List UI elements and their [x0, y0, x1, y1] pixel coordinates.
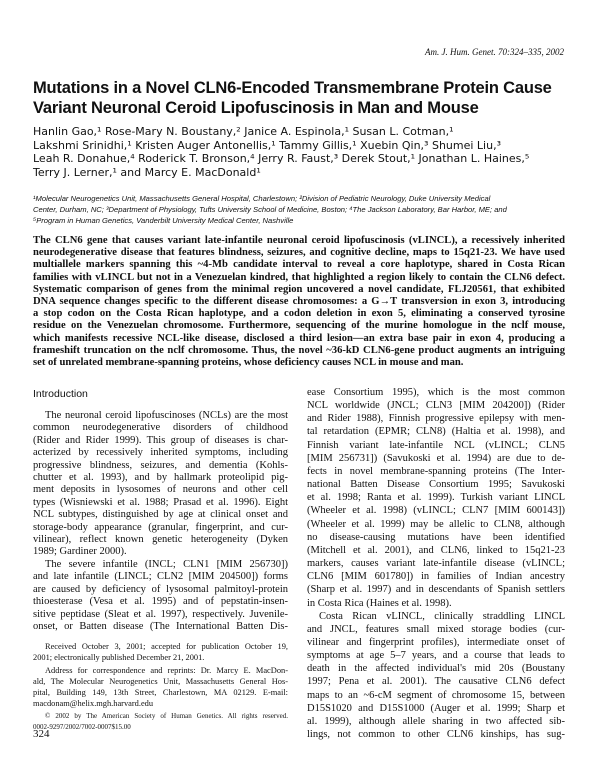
text-line: al. 1999), although allele sharing in two affected sib-	[307, 715, 565, 727]
text-line: (Mitchell et al. 2001), and CLN6, linked to 15q21-23	[307, 544, 565, 556]
issn-line: 0002-9297/2002/7002-0007$15.00	[33, 723, 131, 731]
left-column	[33, 410, 288, 633]
text-line: maps to an ~6-cM segment of chromosome 15, between	[307, 689, 565, 701]
text-line: symptoms at age 5–7 years, and a course that leads to	[307, 650, 565, 662]
text-line: acterized by recessively inherited symptoms, including	[33, 447, 288, 459]
footnote-line: pital, Building 149, 13th Street, Charlestown, MA 02129. E-mail:	[33, 688, 288, 697]
text-line: The severe infantile (INCL; CLN1 [MIM 256730])	[45, 558, 288, 570]
affiliation-line: Center, Durham, NC; ³Department of Physiology, Tufts University School of Medicine, Boston; ⁴The Jackson Laboratory, Bar Harbor, ME; and	[33, 204, 507, 214]
text-line: (Wheeler et al. 1999) may be allelic to CLN8, although	[307, 518, 565, 530]
right-column	[307, 386, 565, 741]
text-line: CLN6 [MIM 601780]) in families of Indian ancestry	[307, 571, 565, 583]
footnote-line: 2001; electronically published December 21, 2001.	[33, 653, 205, 662]
text-line: fects in novel membrane-spanning proteins (The Inter-	[307, 465, 565, 477]
text-line: and JNCL, features small mixed storage bodies (cur-	[307, 623, 565, 635]
text-line: The CLN6 gene that causes variant late-infantile neuronal ceroid lipofuscinosis (vLINCL), a recessively inherited	[33, 235, 565, 246]
author-line: Lakshmi Srinidhi,¹ Kristen Auger Antonellis,¹ Tammy Gillis,¹ Xuebin Qin,³ Shumei Liu,³	[33, 138, 501, 152]
text-line: no disease-causing mutations have been identified	[307, 531, 565, 543]
text-line: which manifests recessive NCL-like disease, disclosed a third lesion—an extra base pair in exon 4, producing a	[33, 332, 565, 344]
author-line: Terry J. Lerner,¹ and Marcy E. MacDonald¹	[33, 165, 261, 179]
footnote-line: Received October 3, 2001; accepted for publication October 19,	[45, 642, 288, 651]
text-line: set of unrelated membrane-spanning proteins, whose deficiency causes NCL in mouse and man.	[33, 357, 464, 369]
author-list	[33, 125, 529, 179]
text-line: (Wheeler et al. 1998) (vLINCL; CLN7 [MIM 600143])	[307, 505, 565, 517]
text-line: markers, causes variant late-infantile disease (vLINCL;	[307, 558, 565, 570]
journal-reference: Am. J. Hum. Genet. 70:324–335, 2002	[425, 47, 564, 57]
text-line: residue on the Venezuelan chromosome. Furthermore, sequencing of the murine homologue in the nclf mouse,	[33, 320, 565, 332]
text-line: types (Wisniewski et al. 1988; Prasad et al. 1996). Eight	[33, 496, 288, 508]
text-line: ease Consortium 1995), which is the most common	[307, 387, 565, 398]
text-line: et al. 1998; Ranta et al. 1999). Turkish variant LINCL	[307, 492, 565, 504]
text-line: lings, not common to other CLN6 kinships, has sug-	[307, 729, 565, 741]
text-line: national Batten Disease Consortium 1995; Savukoski	[307, 479, 565, 491]
text-line: are caused by deficiency of lysosomal palmitoyl-protein	[33, 583, 288, 595]
text-line: onset, or Batten disease (The International Batten Dis-	[33, 620, 288, 632]
text-line: 1989; Gardiner 2000).	[33, 546, 127, 558]
text-line: chutter et al. 1993), and by hallmark proteolipid pig-	[33, 472, 288, 484]
text-line: Finnish variant late-infantile NCL (vLINCL; CLN5	[307, 439, 565, 451]
text-line: families with vLINCL but not in a Venezuelan kindred, that highlighted a region likely to contain the CLN6 defect.	[33, 271, 565, 283]
text-line: storage-body appearance (granular, fingerprint, and cur-	[33, 521, 288, 533]
text-line: (Rider and Rider 1999). This group of diseases is char-	[33, 434, 288, 446]
text-line: NCL subtypes, distinguished by age at clinical onset and	[33, 509, 288, 521]
text-line: 1997; Pena et al. 2001). The causative CLN6 defect	[307, 676, 565, 688]
text-line: vilinear and fingerprint profiles), intermediate onset of	[307, 636, 565, 648]
footnote-line: ald, The Molecular Neurogenetics Unit, Massachusetts General Hos-	[33, 677, 288, 686]
text-line: thioesterase (Vesa et al. 1995) and of pepstatin-insen-	[33, 596, 288, 608]
text-line: in Costa Rica (Haines et al. 1998).	[307, 597, 452, 609]
text-line: and late infantile (LINCL; CLN2 [MIM 204500]) forms	[33, 571, 288, 583]
text-line: (Sharp et al. 1997) and in descendants of Spanish settlers	[307, 584, 565, 596]
page-number: 324	[33, 728, 50, 740]
abstract	[33, 235, 565, 369]
text-line: DNA sequence changes specific to the different disease chromosomes: a G→T transversion in exon 3, introducing	[33, 296, 565, 308]
text-line: ment deposits in lysosomes of neurons and other cell	[33, 484, 288, 496]
text-line: common neurodegenerative disorders of childhood	[33, 422, 288, 434]
text-line: multiallele markers spanning this ~4-Mb candidate interval to reveal a core haplotype, shared in Costa Rican	[33, 259, 565, 271]
text-line: Systematic comparison of genes from the minimal region uncovered a novel candidate, FLJ20561, that exhibited	[33, 283, 565, 295]
section-heading: Introduction	[33, 388, 88, 400]
text-line: death in the affected individual's mid 20s (Boustany	[307, 663, 565, 675]
affiliations	[33, 194, 565, 226]
text-line: D15S1020 and D15S1000 (Auger et al. 1999; Sharp et	[307, 702, 565, 714]
copyright-line: © 2002 by The American Society of Human Genetics. All rights reserved.	[45, 712, 288, 720]
text-line: a stop codon on the Costa Rican haplotype, and a codon deletion in exon 5, eliminating a conserved tyrosine	[33, 308, 565, 320]
text-line: frameshift truncation on the nclf chromosome. Thus, the novel ~36-kD CLN6-gene product augments an intriguing	[33, 344, 565, 356]
affiliation-line: ¹Molecular Neurogenetics Unit, Massachusetts General Hospital, Charlestown; ²Division of Pediatric Neurology, Duke University Medical	[33, 194, 491, 203]
title-line: Mutations in a Novel CLN6-Encoded Transmembrane Protein Cause	[33, 79, 552, 97]
affiliation-line: ⁵Program in Human Genetics, Vanderbilt University Medical Center, Nashville	[33, 215, 294, 225]
text-line: The neuronal ceroid lipofuscinoses (NCLs) are the most	[45, 410, 288, 421]
title-line: Variant Neuronal Ceroid Lipofuscinosis in Man and Mouse	[33, 99, 479, 117]
article-title	[33, 78, 573, 118]
footnote	[33, 641, 288, 733]
text-line: neurodegenerative disease that features blindness, seizures, and cognitive decline, maps to 15q21-23. We have used	[33, 247, 565, 259]
footnote-email[interactable]: macdonam@helix.mgh.harvard.edu	[33, 699, 154, 708]
text-line: progressive blindness, seizures, and dementia (Kohls-	[33, 459, 288, 471]
author-line: Leah R. Donahue,⁴ Roderick T. Bronson,⁴ Jerry R. Faust,³ Derek Stout,¹ Jonathan L. Haines,⁵	[33, 152, 530, 165]
text-line: tal retardation (EPMR; CLN8) (Haltia et al. 1998), and	[307, 426, 565, 438]
footnote-line: Address for correspondence and reprints: Dr. Marcy E. MacDon-	[45, 666, 288, 675]
text-line: sitive peptidase (Sleat et al. 1997), respectively. Juvenile-	[33, 608, 288, 620]
text-line: vilinear), reflect known genetic heterogeneity (Dyken	[33, 534, 288, 546]
text-line: Costa Rican vLINCL, clinically straddling LINCL	[319, 610, 565, 622]
text-line: [MIM 256731]) (Savukoski et al. 1994) are due to de-	[307, 452, 565, 464]
text-line: NCL worldwide (JNCL; CLN3 [MIM 204200]) (Rider	[307, 400, 565, 412]
text-line: and Rider 1988), Finnish progressive epilepsy with men-	[307, 413, 565, 425]
author-line: Hanlin Gao,¹ Rose-Mary N. Boustany,² Janice A. Espinola,¹ Susan L. Cotman,¹	[33, 125, 454, 138]
